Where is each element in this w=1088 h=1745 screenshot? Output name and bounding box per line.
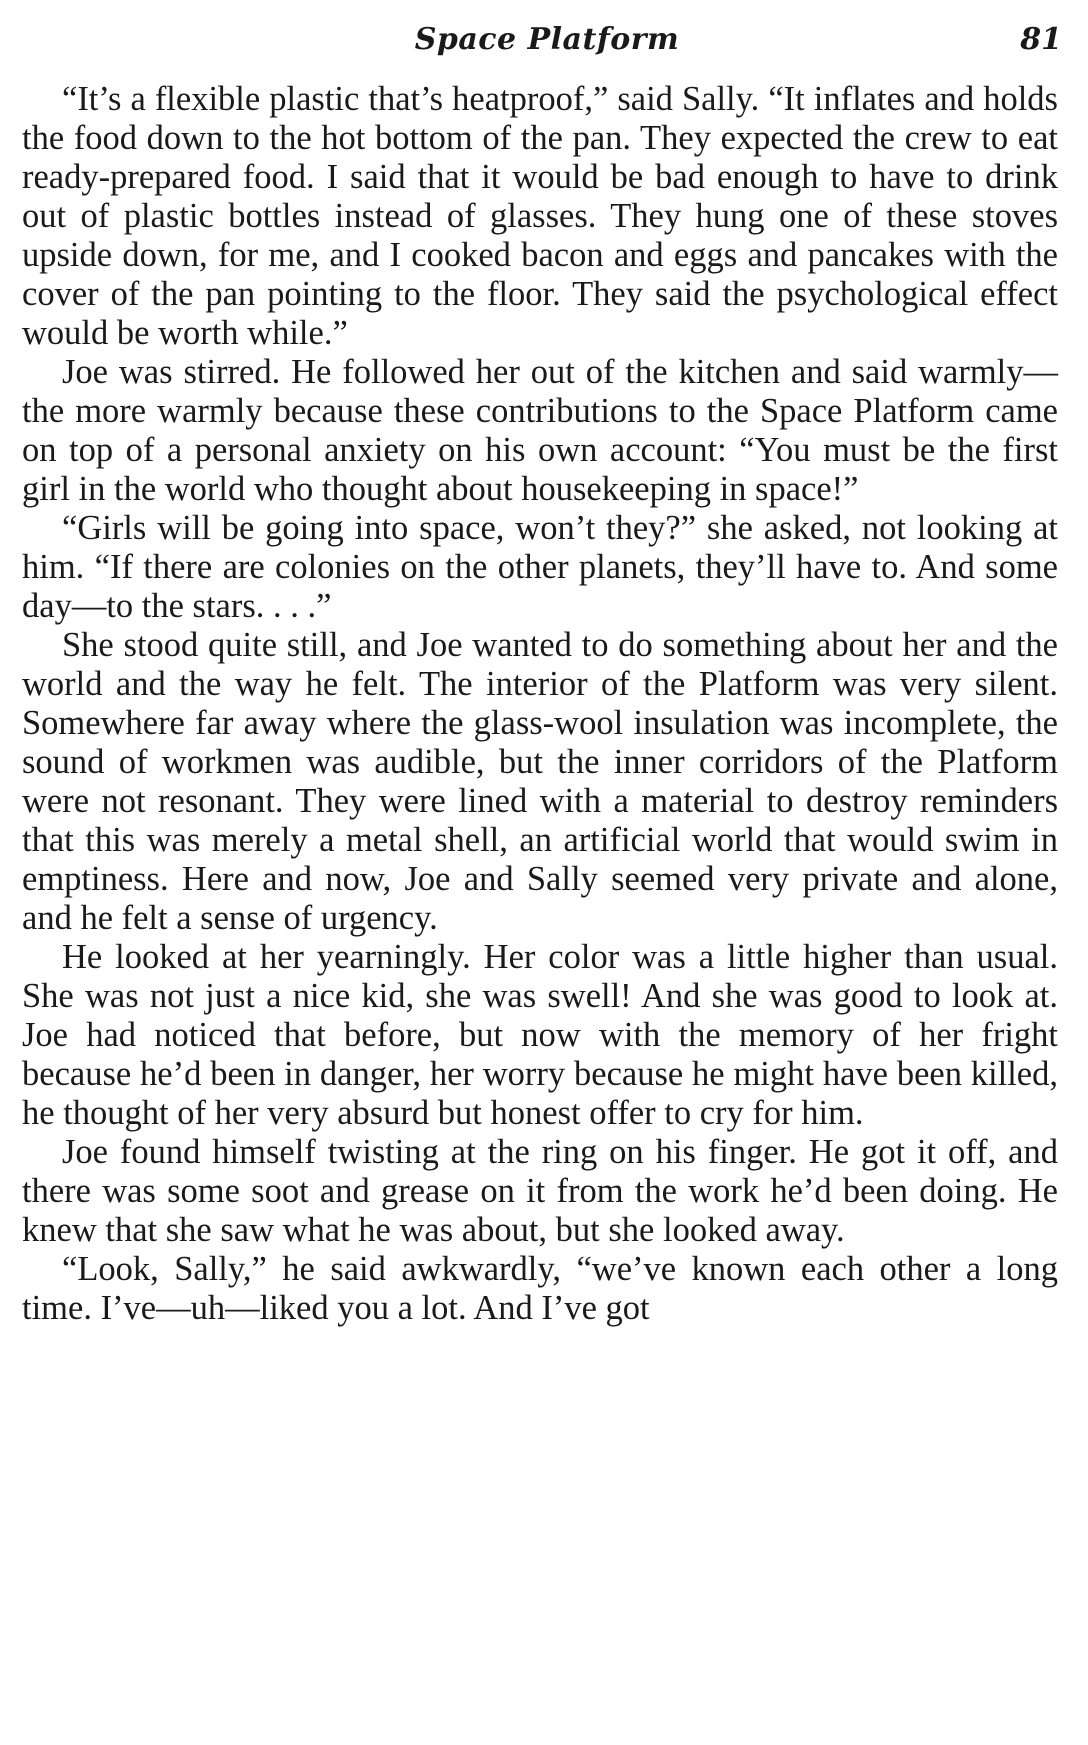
page-number: 81 <box>1020 22 1062 57</box>
running-title: Space Platform <box>414 22 680 57</box>
paragraph-4: She stood quite still, and Joe wanted to do something about her and the world and the way he felt. The interior of the Platform was very silent. Somewhere far away where the glass-wool insulation was incomplete, the sound of workmen was audible, but the inner corridors of the Platform were not resonant. They were lined with a material to destroy reminders that this was merely a metal shell, an artificial world that would swim in emptiness. Here and now, Joe and Sally seemed very private and alone, and he felt a sense of urgency. <box>22 626 1058 937</box>
book-page <box>22 14 1072 1734</box>
paragraph-5: He looked at her yearningly. Her color was a little higher than usual. She was not just a nice kid, she was swell! And she was good to look at. Joe had noticed that before, but now with the memory of her fright because he’d been in danger, her worry because he might have been killed, he thought of her very absurd but honest offer to cry for him. <box>22 938 1058 1132</box>
paragraph-3: “Girls will be going into space, won’t they?” she asked, not looking at him. “If there are colonies on the other planets, they’ll have to. And some day—to the stars. . . .” <box>22 509 1058 625</box>
running-head <box>22 14 1072 62</box>
paragraph-7: “Look, Sally,” he said awkwardly, “we’ve known each other a long time. I’ve—uh—liked you a lot. And I’ve got <box>22 1250 1058 1327</box>
paragraph-1: “It’s a flexible plastic that’s heatproof,” said Sally. “It inflates and holds the food down to the hot bottom of the pan. They expected the crew to eat ready-prepared food. I said that it would be bad enough to have to drink out of plastic bottles instead of glasses. They hung one of these stoves upside down, for me, and I cooked bacon and eggs and pancakes with the cover of the pan pointing to the floor. They said the psychological effect would be worth while.” <box>22 80 1058 352</box>
paragraph-6: Joe found himself twisting at the ring on his finger. He got it off, and there was some soot and grease on it from the work he’d been doing. He knew that she saw what he was about, but she looked away. <box>22 1133 1058 1249</box>
body-text <box>22 80 1072 1328</box>
paragraph-2: Joe was stirred. He followed her out of the kitchen and said warmly—the more warmly because these contributions to the Space Platform came on top of a personal anxiety on his own account: “You must be the first girl in the world who thought about housekeeping in space!” <box>22 353 1058 508</box>
